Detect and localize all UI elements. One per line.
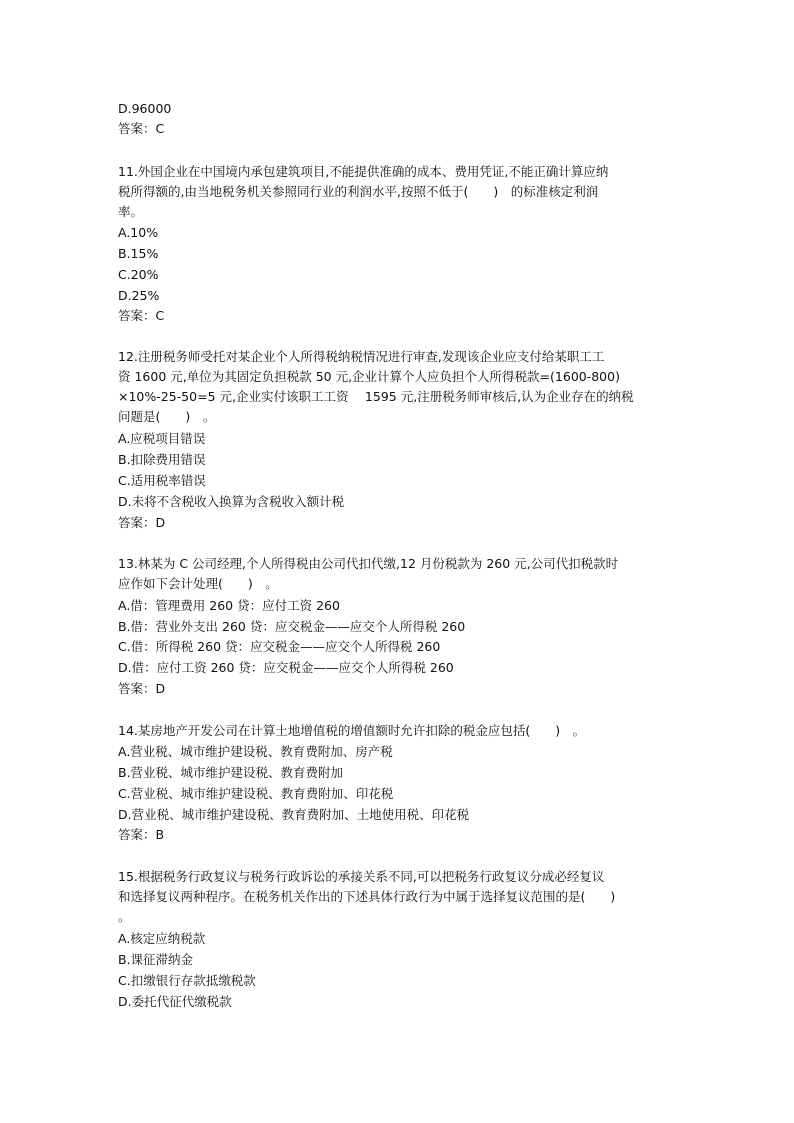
answer-option: D.营业税、城市维护建设税、教育费附加、土地使用税、印花税 bbox=[118, 807, 470, 822]
question-text-line: 应作如下会计处理( ) 。 bbox=[118, 576, 278, 591]
answer-option: A.借：管理费用 260 贷：应付工资 260 bbox=[118, 598, 340, 613]
question-text-line: 率。 bbox=[118, 204, 144, 219]
answer-option: A.应税项目错误 bbox=[118, 431, 206, 446]
answer-option: C.营业税、城市维护建设税、教育费附加、印花税 bbox=[118, 786, 394, 801]
question-text-line: 资 1600 元,单位为其固定负担税款 50 元,企业计算个人应负担个人所得税款=(1600-800) bbox=[118, 369, 620, 384]
answer-option: B.15% bbox=[118, 246, 159, 261]
answer-option: D.借：应付工资 260 贷：应交税金——应交个人所得税 260 bbox=[118, 660, 454, 675]
question-text-line: 和选择复议两种程序。在税务机关作出的下述具体行政行为中属于选择复议范围的是( ) bbox=[118, 889, 616, 904]
question-text-line: 税所得额的,由当地税务机关参照同行业的利润水平,按照不低于( ) 的标准核定利润 bbox=[118, 184, 599, 199]
answer-key: 答案：D bbox=[118, 515, 166, 530]
answer-option: B.课征滞纳金 bbox=[118, 952, 194, 967]
answer-key: 答案：C bbox=[118, 308, 165, 323]
answer-key: 答案：D bbox=[118, 681, 166, 696]
answer-option: B.营业税、城市维护建设税、教育费附加 bbox=[118, 765, 344, 780]
answer-option: A.10% bbox=[118, 225, 159, 240]
question-text-line: 14.某房地产开发公司在计算土地增值税的增值额时允许扣除的税金应包括( ) 。 bbox=[118, 723, 586, 738]
question-text-line: 11.外国企业在中国境内承包建筑项目,不能提供准确的成本、费用凭证,不能正确计算应纳 bbox=[118, 164, 609, 179]
answer-option: A.营业税、城市维护建设税、教育费附加、房产税 bbox=[118, 744, 393, 759]
answer-option: C.适用税率错误 bbox=[118, 473, 206, 488]
question-text-line: 13.林某为 C 公司经理,个人所得税由公司代扣代缴,12 月份税款为 260 元,公司代扣税款时 bbox=[118, 556, 619, 571]
answer-option: B.借：营业外支出 260 贷：应交税金——应交个人所得税 260 bbox=[118, 619, 466, 634]
answer-option: C.扣缴银行存款抵缴税款 bbox=[118, 973, 256, 988]
question-text-line: 15.根据税务行政复议与税务行政诉讼的承接关系不同,可以把税务行政复议分成必经复议 bbox=[118, 869, 605, 884]
question-text-line: 问题是( ) 。 bbox=[118, 409, 216, 424]
answer-option: D.委托代征代缴税款 bbox=[118, 994, 232, 1009]
answer-option: C.借：所得税 260 贷：应交税金——应交个人所得税 260 bbox=[118, 639, 441, 654]
question-text-line: ×10%-25-50=5 元,企业实付该职工工资 1595 元,注册税务师审核后,认为企业存在的纳税 bbox=[118, 389, 634, 404]
answer-option: D.25% bbox=[118, 288, 160, 303]
answer-option: D.未将不含税收入换算为含税收入额计税 bbox=[118, 494, 345, 509]
answer-option: C.20% bbox=[118, 267, 159, 282]
answer-option: B.扣除费用错误 bbox=[118, 452, 206, 467]
answer-key: 答案：B bbox=[118, 827, 165, 842]
question-text-line: 12.注册税务师受托对某企业个人所得税纳税情况进行审查,发现该企业应支付给某职工工 bbox=[118, 349, 605, 364]
answer-option: D.96000 bbox=[118, 101, 172, 116]
question-text-line: 。 bbox=[118, 909, 131, 924]
answer-key: 答案：C bbox=[118, 121, 165, 136]
answer-option: A.核定应纳税款 bbox=[118, 931, 206, 946]
